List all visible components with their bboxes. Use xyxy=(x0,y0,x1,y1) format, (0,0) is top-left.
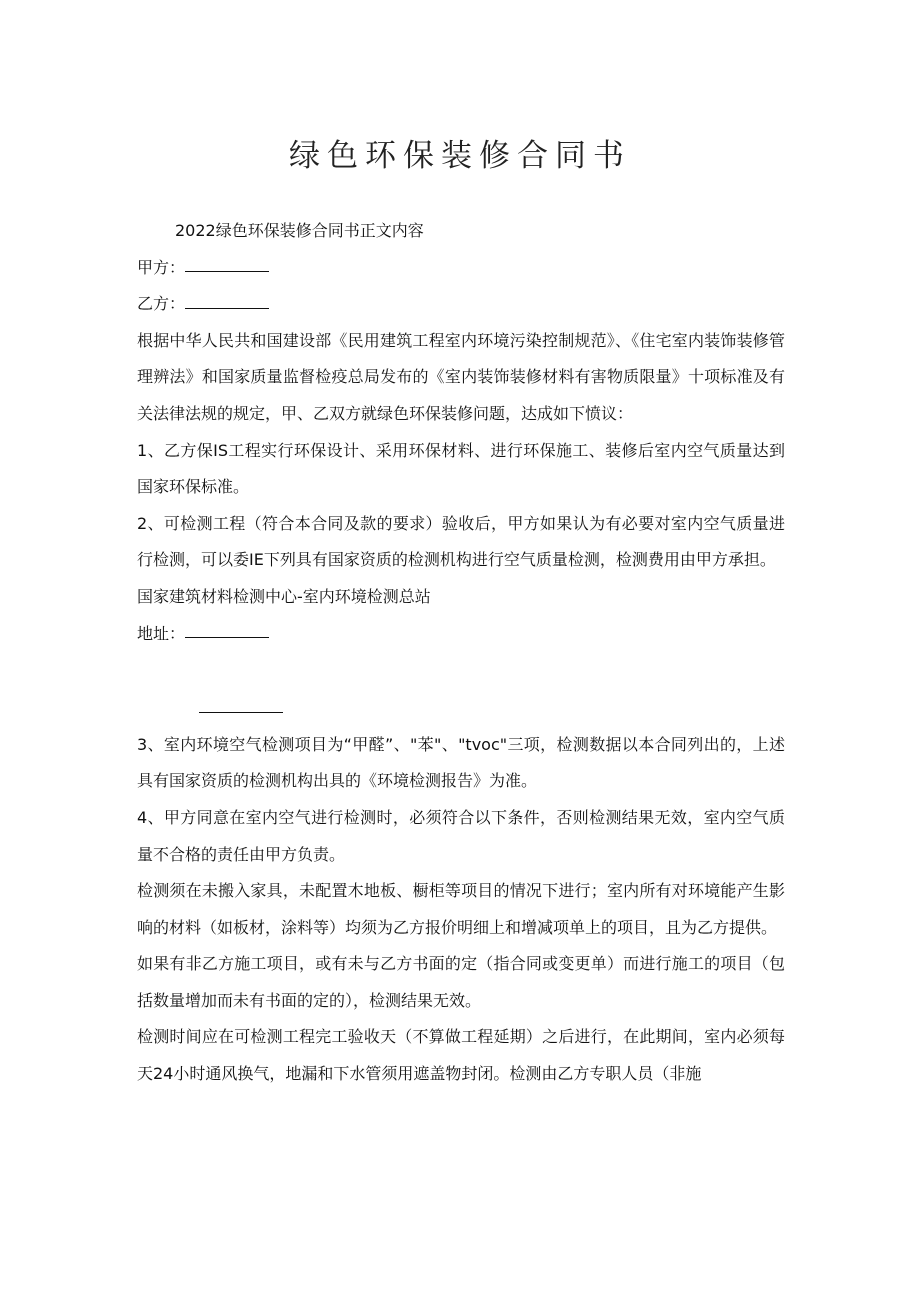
condition-1: 检测须在未搬入家具，未配置木地板、橱柜等项目的情况下进行；室内所有对环境能产生影响的材料（如板材，涂料等）均须为乙方报价明细上和增减项单上的项目，且为乙方提供。 xyxy=(137,881,785,937)
party-b-label: 乙方： xyxy=(137,294,186,314)
clause-1: 1、乙方保IS工程实行环保设计、采用环保材料、进行环保施工、装修后室内空气质量达到国家环保标准。 xyxy=(137,440,785,497)
party-b-line xyxy=(137,286,785,323)
party-a-blank xyxy=(185,270,269,272)
clause-3: 3、室内环境空气检测项目为“甲醛”、"苯"、"tvoc"三项，检测数据以本合同列出的，上述具有国家资质的检测机构出具的《环境检测报告》为准。 xyxy=(137,734,785,791)
document-title: 绿色环保装修合同书 xyxy=(289,138,631,174)
party-a-line xyxy=(137,250,785,287)
document-body xyxy=(137,213,785,1093)
spacer xyxy=(137,652,785,690)
party-b-blank xyxy=(185,307,269,309)
address-line xyxy=(137,616,785,653)
extra-blank xyxy=(199,711,283,713)
address-blank xyxy=(185,636,269,638)
clause-4: 4、甲方同意在室内空气进行检测时，必须符合以下条件，否则检测结果无效，室内空气质量不合格的责任由甲方负责。 xyxy=(137,807,785,864)
condition-2: 如果有非乙方施工项目，或有未与乙方书面的定（指合同或变更单）而进行施工的项目（包括数量增加而未有书面的定的），检测结果无效。 xyxy=(137,954,785,1010)
condition-3: 检测时间应在可检测工程完工验收天（不算做工程延期）之后进行，在此期间，室内必须每天24小时通风换气，地漏和下水管须用遮盖物封闭。检测由乙方专职人员（非施 xyxy=(137,1027,785,1084)
extra-blank-line xyxy=(137,690,785,727)
party-a-label: 甲方： xyxy=(137,257,186,277)
agency-name: 国家建筑材料检测中心-室内环境检测总站 xyxy=(137,586,431,606)
address-label: 地址： xyxy=(137,623,186,643)
clause-2: 2、可检测工程（符合本合同及款的要求）验收后，甲方如果认为有必要对室内空气质量进行检测，可以委IE下列具有国家资质的检测机构进行空气质量检测，检测费用由甲方承担。 xyxy=(137,513,785,570)
intro-paragraph: 根据中华人民共和国建设部《民用建筑工程室内环境污染控制规范》、《住宅室内装饰装修管理辨法》和国家质量监督检疫总局发布的《室内装饰装修材料有害物质限量》十项标准及有关法律法规的规定，甲、乙双方就绿色环保装修问题，达成如下愤议： xyxy=(137,330,785,423)
subtitle: 2022绿色环保装修合同书正文内容 xyxy=(175,221,424,240)
